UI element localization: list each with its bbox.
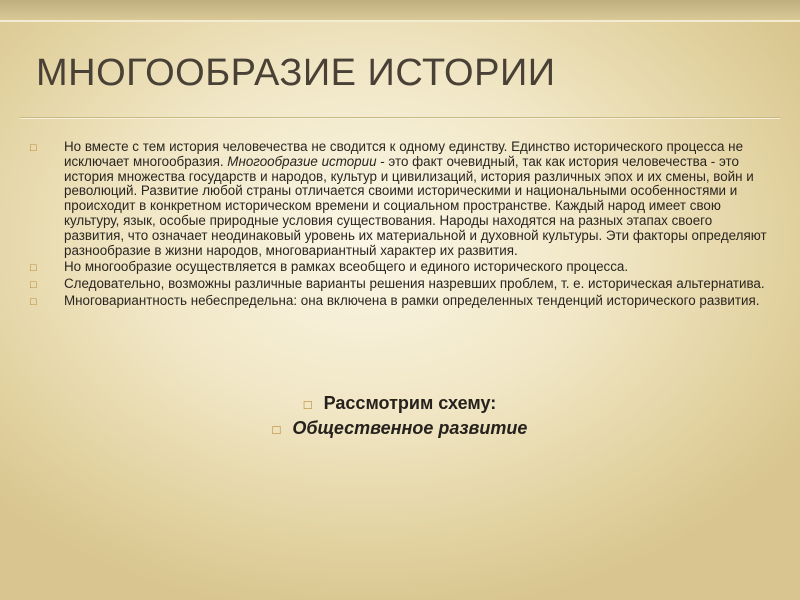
bullet-item-1: [30, 140, 770, 258]
scheme-line-1: [0, 393, 800, 414]
top-decor-bar: [0, 0, 800, 20]
bullet-text-1-start: Но вместе с тем история человечества не сводится к одному единству. Единство исторического процесса не исключает многообразия.: [64, 139, 744, 169]
bullet-text-2: Но многообразие осуществляется в рамках всеобщего и единого исторического процесса.: [64, 259, 629, 275]
bullet-marker-icon: □: [272, 422, 281, 437]
bullet-marker-icon: □: [30, 142, 37, 154]
bullet-item-2: [30, 260, 770, 275]
scheme-subheading: Общественное развитие: [292, 418, 528, 438]
bullet-text-1-end: - это факт очевидный, так как история человечества - это история множества государств и народов, культур и цивилизаций, история различных эпох и их смены, войн и революций. Развитие любой страны отличается своими историческими и национальными особенностями и происходит в конкретном историческом времени и социальном пространстве. Каждый народ имеет свою культуру, язык, особые природные условия существования. Народы находятся на разных этапах своего развития, что означает неодинаковый уровень их материальной и духовной культуры. Эти факторы определяют разнообразие в жизни народов, многовариантный характер их развития.: [64, 153, 767, 258]
top-decor-line: [0, 20, 800, 22]
scheme-block: [0, 393, 800, 443]
bullet-text-1: [64, 140, 770, 258]
bullet-list: [30, 140, 770, 311]
bullet-marker-icon: □: [30, 279, 37, 292]
bullet-marker-icon: □: [30, 296, 37, 309]
bullet-marker-icon: □: [30, 262, 37, 275]
bullet-text-3: Следовательно, возможны различные варианты решения назревших проблем, т. е. историческая альтернатива.: [64, 276, 765, 292]
scheme-heading: Рассмотрим схему:: [323, 393, 497, 413]
bullet-item-4: [30, 294, 770, 309]
bullet-marker-icon: □: [303, 397, 312, 412]
bullet-text-1-emphasis: Многообразие истории: [227, 153, 377, 169]
title-divider: [20, 117, 780, 119]
slide-title: МНОГООБРАЗИЕ ИСТОРИИ: [36, 52, 556, 94]
bullet-item-3: [30, 277, 770, 292]
bullet-text-4: Многовариантность небеспредельна: она включена в рамки определенных тенденций исторического развития.: [64, 293, 760, 309]
scheme-line-2: [0, 418, 800, 439]
